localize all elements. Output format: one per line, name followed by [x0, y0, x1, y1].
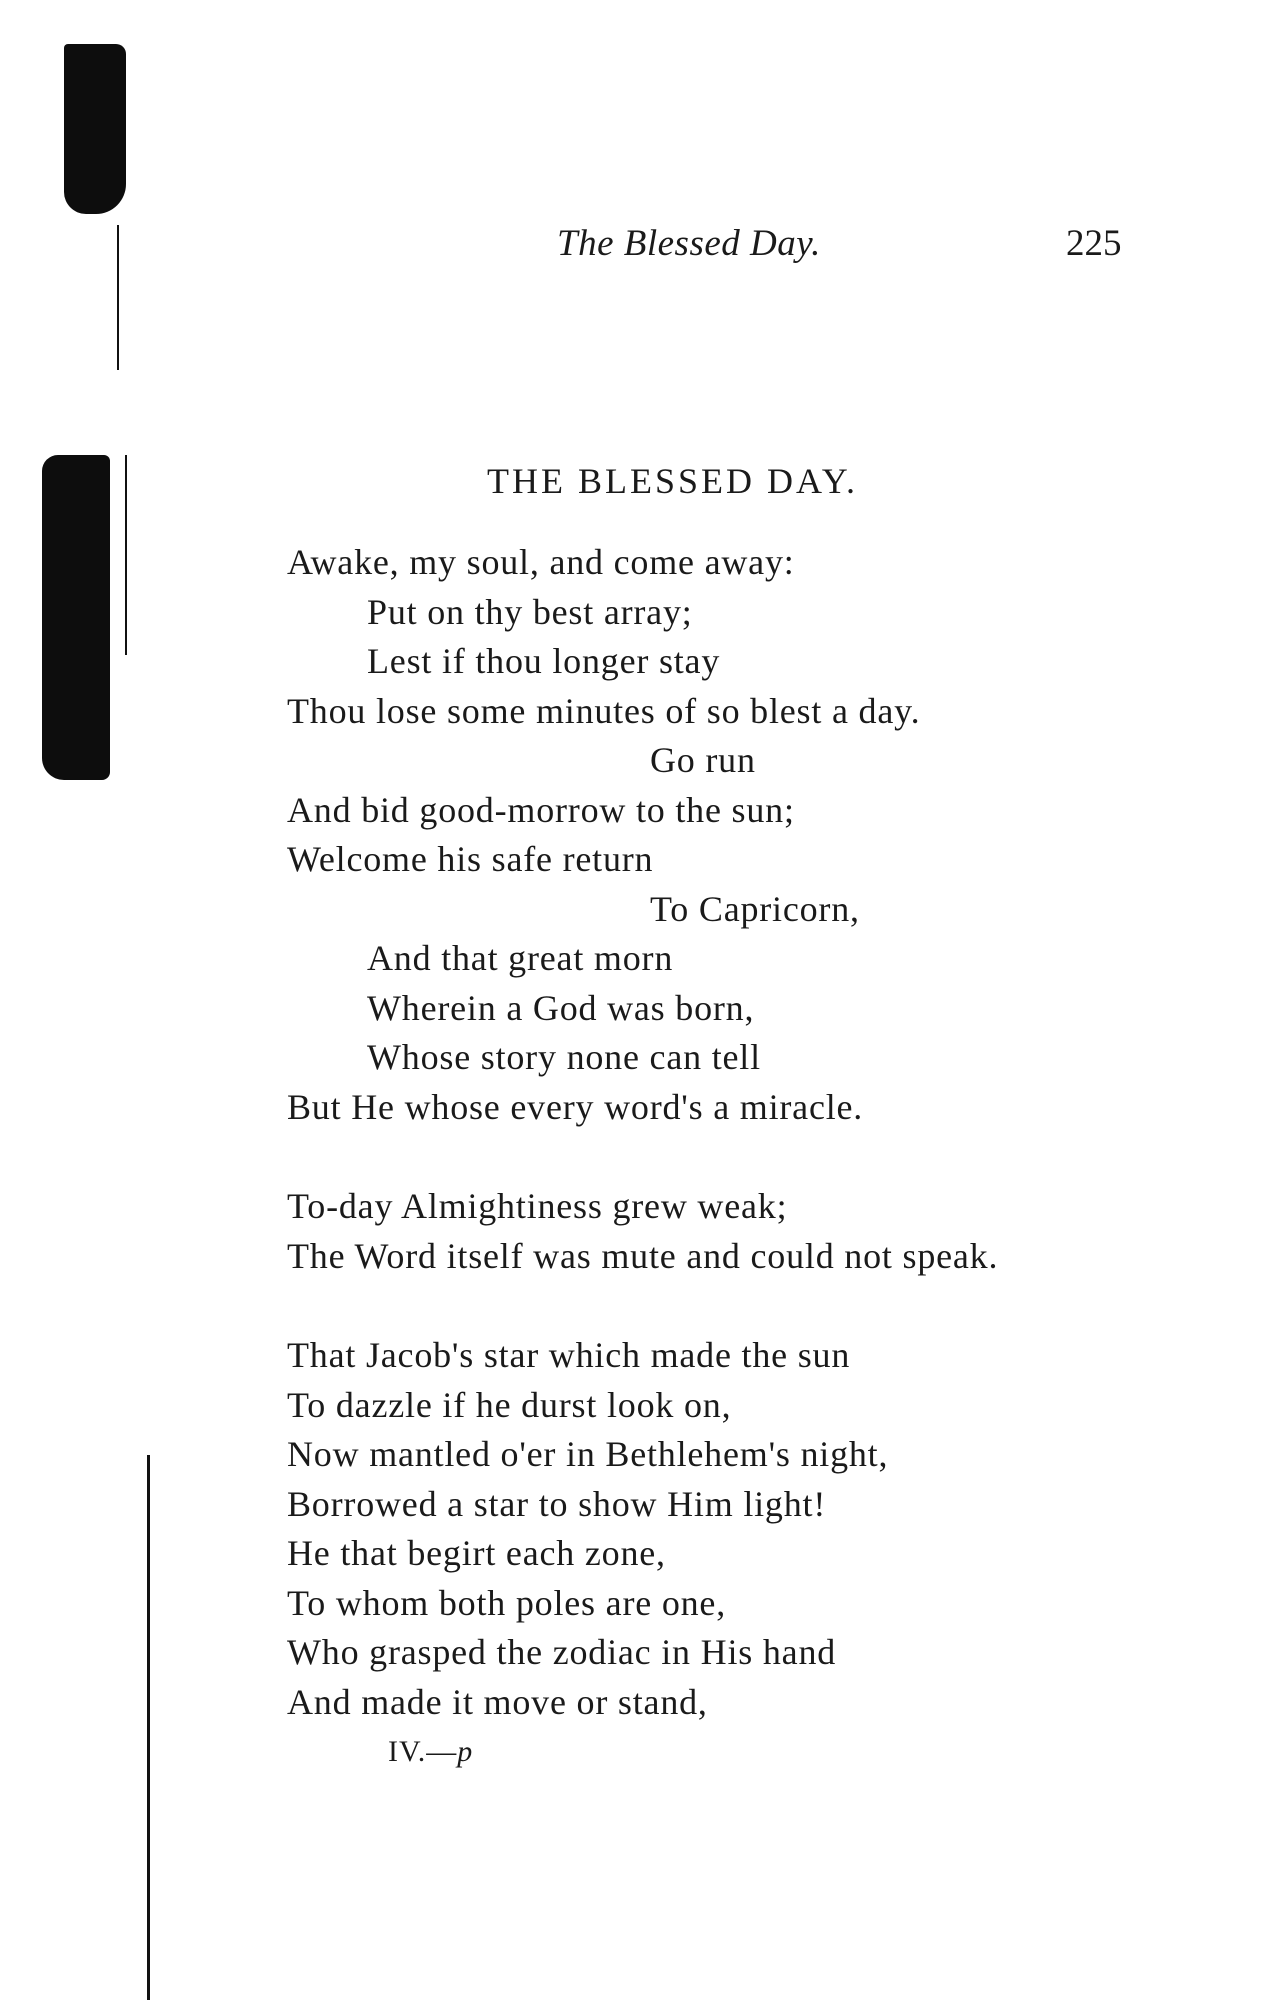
poem-line: And bid good-morrow to the sun; — [287, 789, 795, 830]
signature-number: IV.— — [388, 1735, 458, 1768]
poem-line: To whom both poles are one, — [287, 1582, 726, 1623]
poem-line: And made it move or stand, — [287, 1681, 708, 1722]
poem-line: Now mantled o'er in Bethlehem's night, — [287, 1434, 889, 1474]
poem-line: Borrowed a star to show Him light! — [287, 1483, 827, 1524]
poem-line: Whose story none can tell — [367, 1037, 761, 1077]
poem-stanza — [287, 538, 1167, 1132]
binding-edge-line — [125, 455, 127, 655]
poem-line: Thou lose some minutes of so blest a day. — [287, 690, 921, 731]
poem-stanza — [287, 1331, 1167, 1727]
poem-line: And that great morn — [367, 938, 674, 978]
poem-title: THE BLESSED DAY. — [487, 461, 859, 501]
poem-line: To Capricorn, — [650, 888, 860, 929]
poem-body — [287, 538, 1167, 1727]
binding-edge-line — [147, 1455, 150, 2000]
poem-line: To dazzle if he durst look on, — [287, 1384, 732, 1425]
poem-line: Go run — [650, 740, 756, 780]
poem-line: Lest if thou longer stay — [367, 641, 721, 681]
poem-stanza — [287, 1182, 1167, 1281]
poem-line: That Jacob's star which made the sun — [287, 1335, 851, 1375]
page-number: 225 — [1066, 223, 1122, 264]
poem-line: Put on thy best array; — [367, 591, 693, 632]
signature-letter: p — [457, 1735, 474, 1768]
poem-line: Awake, my soul, and come away: — [287, 542, 795, 582]
running-title: The Blessed Day. — [557, 223, 821, 264]
signature-mark — [388, 1735, 473, 1769]
poem-line: Who grasped the zodiac in His hand — [287, 1632, 837, 1672]
poem-line: But He whose every word's a miracle. — [287, 1086, 864, 1127]
binding-shadow-middle — [42, 455, 110, 780]
binding-shadow-top — [64, 44, 126, 214]
poem-line: He that begirt each zone, — [287, 1533, 666, 1573]
poem-line: Wherein a God was born, — [367, 987, 755, 1028]
poem-line: The Word itself was mute and could not speak. — [287, 1235, 999, 1276]
page-header — [0, 220, 1286, 270]
poem-line: To-day Almightiness grew weak; — [287, 1186, 788, 1226]
poem-line: Welcome his safe return — [287, 839, 654, 879]
